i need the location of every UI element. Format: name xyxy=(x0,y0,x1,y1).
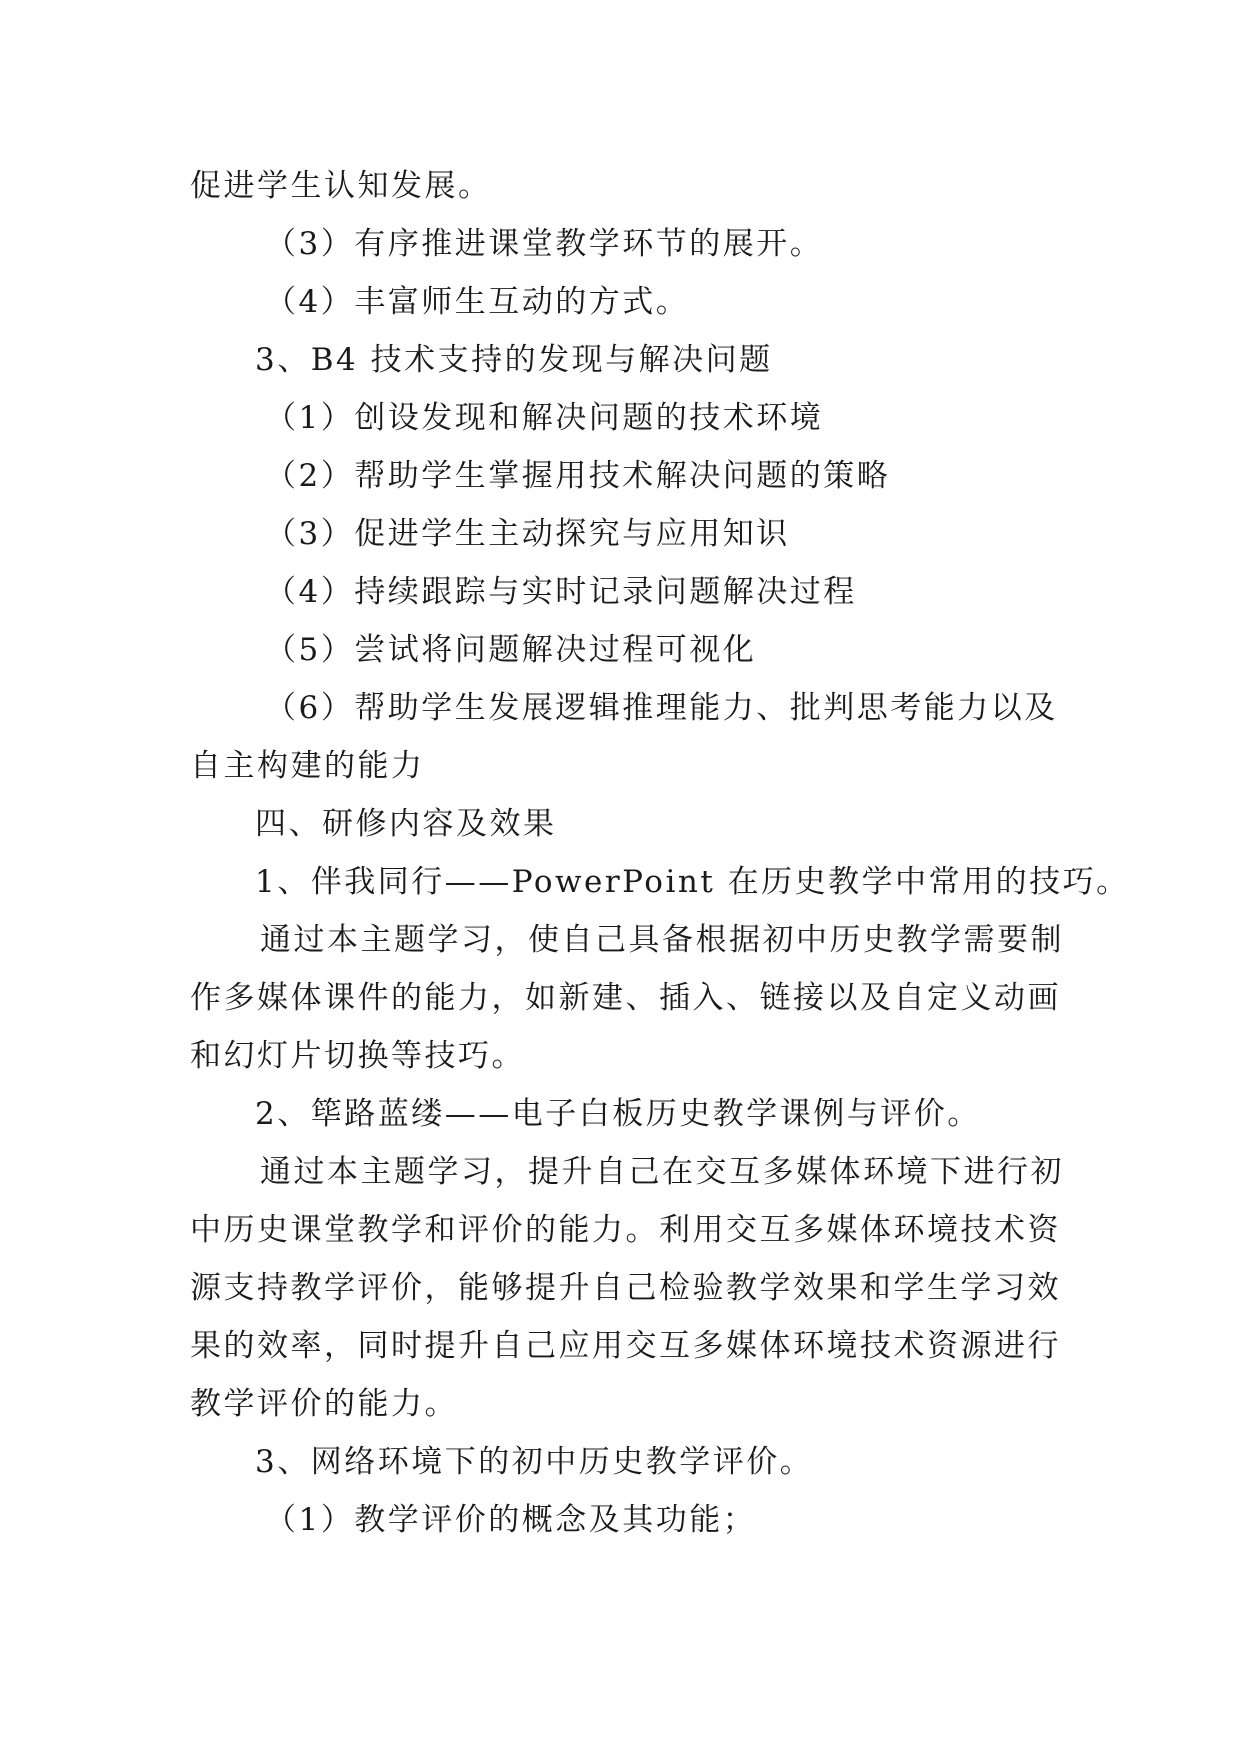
text-line: 通过本主题学习，使自己具备根据初中历史教学需要制 xyxy=(260,922,1064,958)
section-heading: 2、筚路蓝缕——电子白板历史教学课例与评价。 xyxy=(255,1096,981,1132)
section-heading: 3、网络环境下的初中历史教学评价。 xyxy=(255,1444,814,1480)
text-line: 促进学生认知发展。 xyxy=(190,168,492,204)
text-line: （6）帮助学生发展逻辑推理能力、批判思考能力以及 xyxy=(265,690,1058,726)
text-line: （3）促进学生主动探究与应用知识 xyxy=(265,516,790,552)
text-line: （4）丰富师生互动的方式。 xyxy=(265,284,690,320)
section-heading: 3、B4 技术支持的发现与解决问题 xyxy=(255,342,773,378)
section-heading: 1、伴我同行——PowerPoint 在历史教学中常用的技巧。 xyxy=(255,864,1130,900)
text-line: 作多媒体课件的能力，如新建、插入、链接以及自定义动画 xyxy=(190,980,1061,1016)
text-line: 源支持教学评价，能够提升自己检验教学效果和学生学习效 xyxy=(190,1270,1061,1306)
text-line: （1）教学评价的概念及其功能； xyxy=(265,1502,757,1538)
text-line: （3）有序推进课堂教学环节的展开。 xyxy=(265,226,824,262)
text-line: （4）持续跟踪与实时记录问题解决过程 xyxy=(265,574,857,610)
text-line: 教学评价的能力。 xyxy=(190,1386,458,1422)
text-line: 和幻灯片切换等技巧。 xyxy=(190,1038,525,1074)
text-line: 自主构建的能力 xyxy=(190,748,425,784)
text-line: （1）创设发现和解决问题的技术环境 xyxy=(265,400,824,436)
text-line: 果的效率，同时提升自己应用交互多媒体环境技术资源进行 xyxy=(190,1328,1061,1364)
text-line: 通过本主题学习，提升自己在交互多媒体环境下进行初 xyxy=(260,1154,1064,1190)
text-line: 中历史课堂教学和评价的能力。利用交互多媒体环境技术资 xyxy=(190,1212,1061,1248)
text-line: （2）帮助学生掌握用技术解决问题的策略 xyxy=(265,458,891,494)
section-heading: 四、研修内容及效果 xyxy=(255,806,557,842)
text-line: （5）尝试将问题解决过程可视化 xyxy=(265,632,757,668)
